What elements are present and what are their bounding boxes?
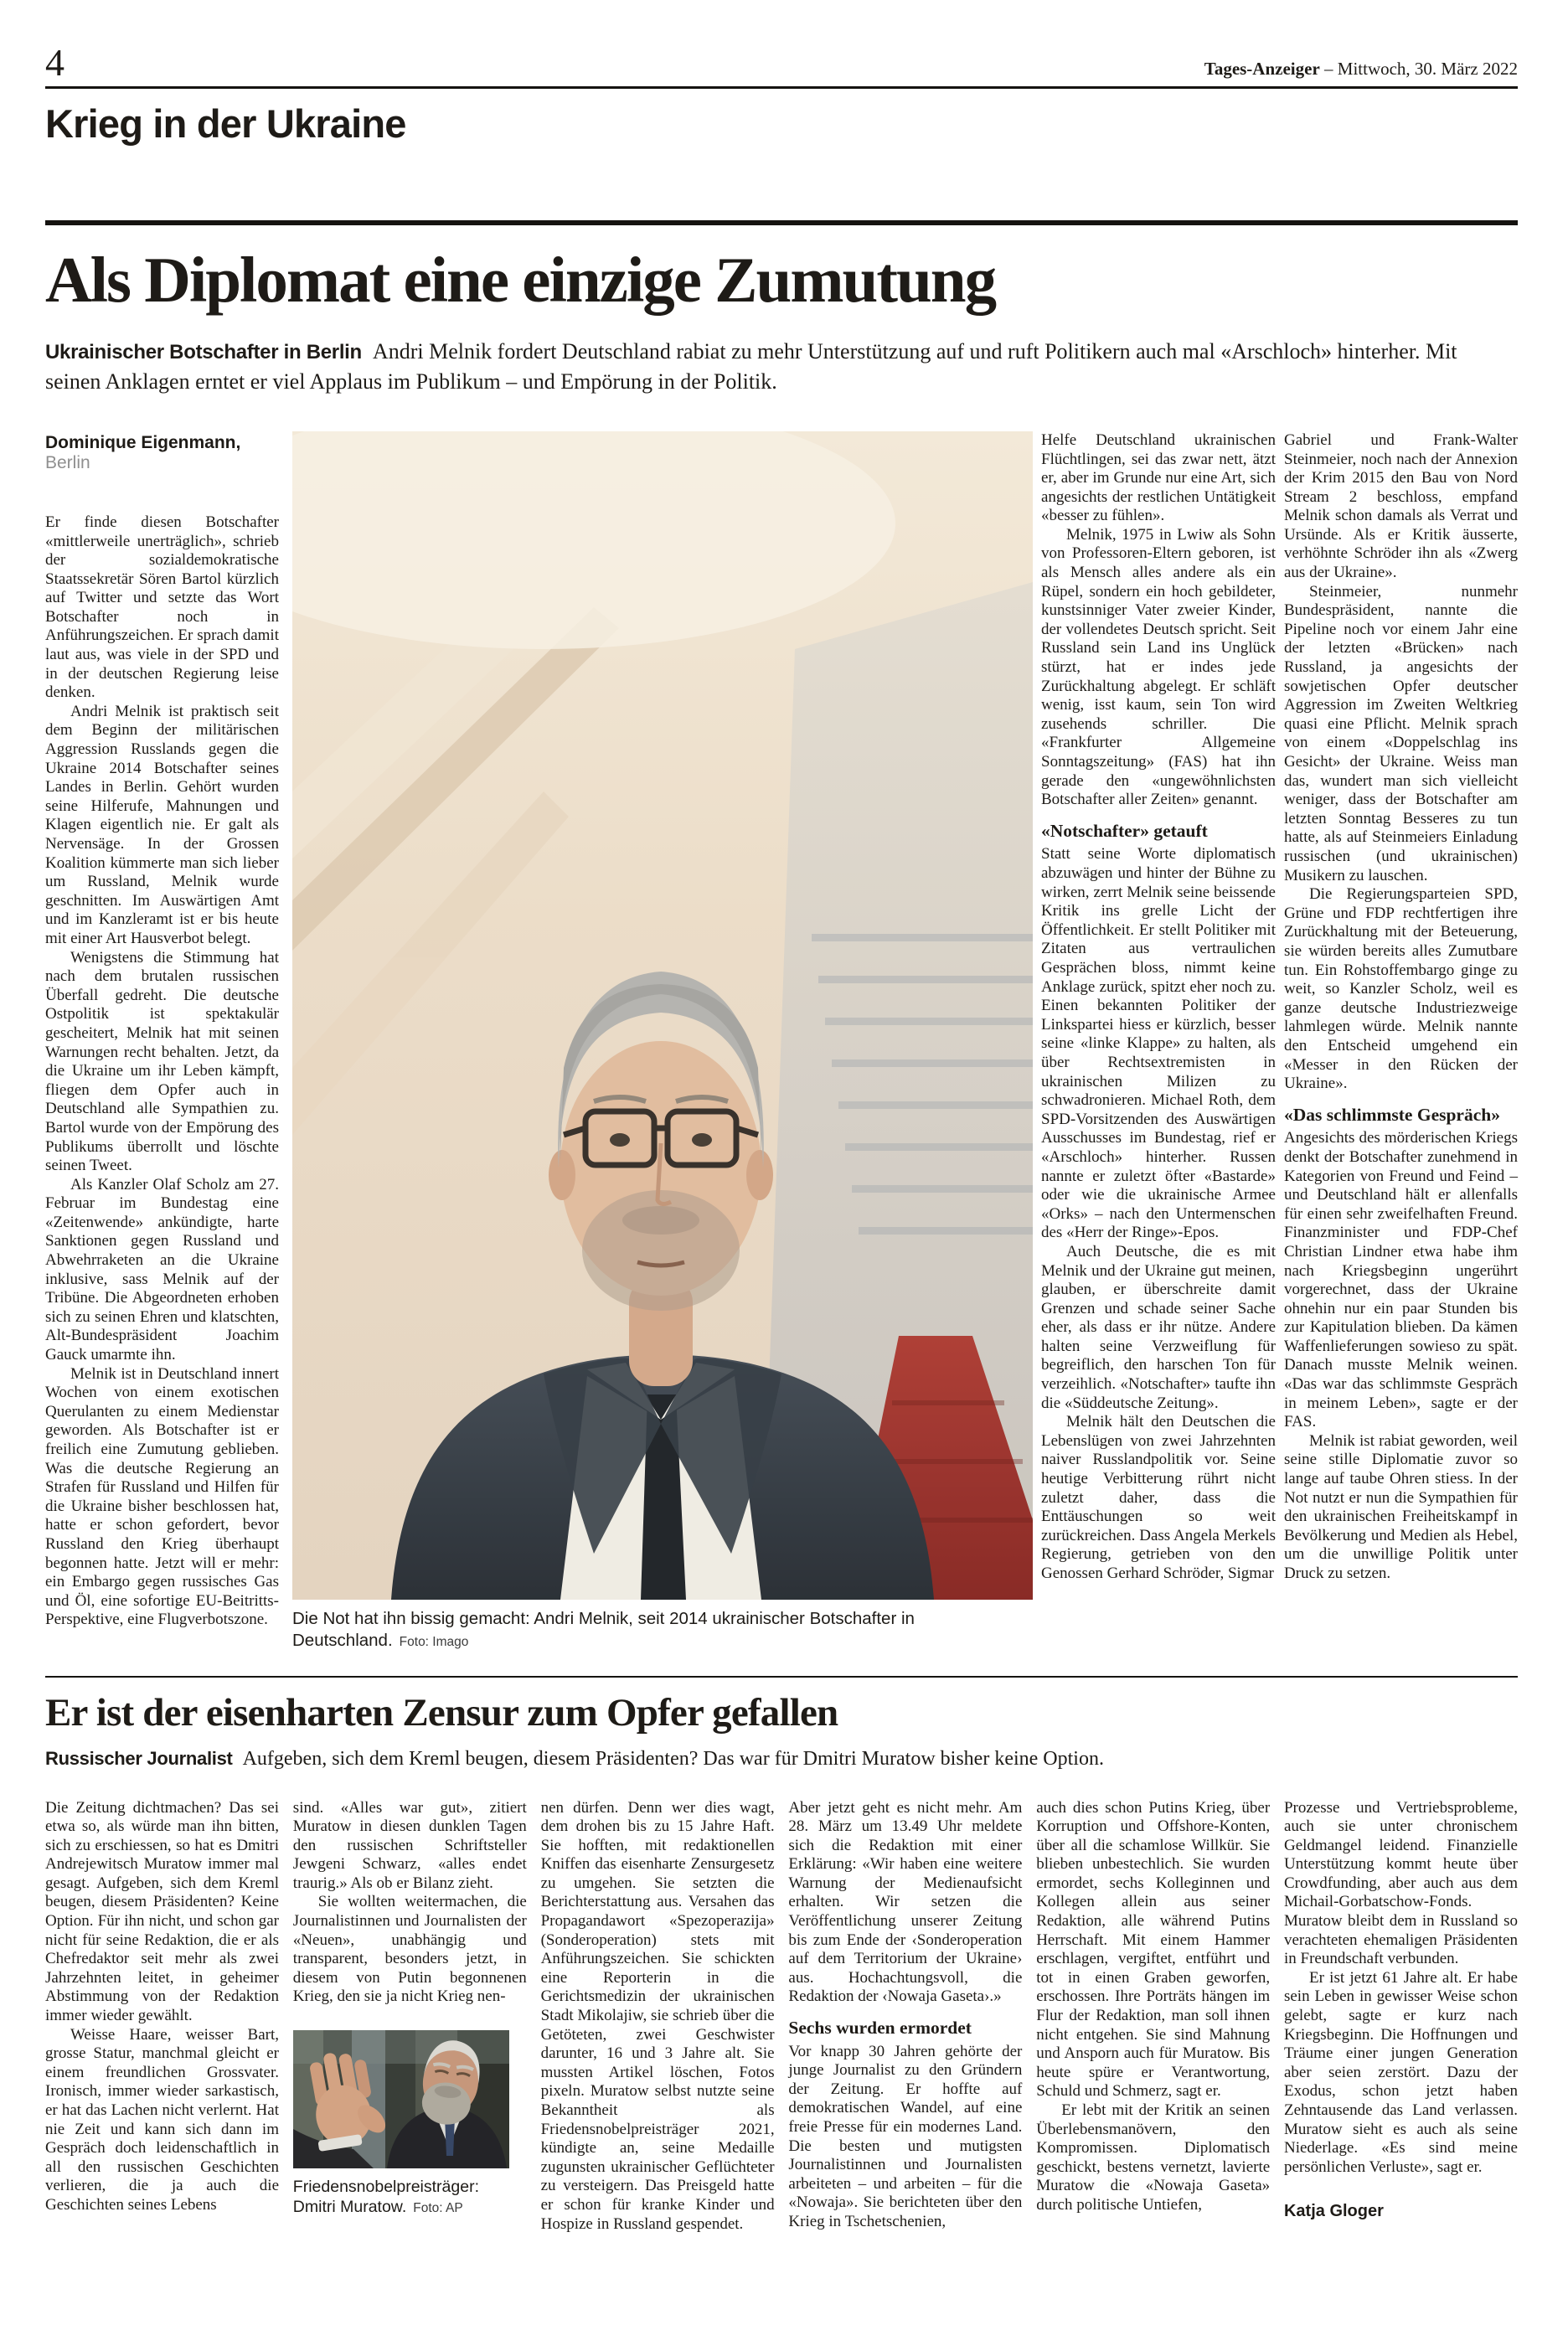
article2-column-3 bbox=[541, 1799, 775, 2235]
article2-column-1 bbox=[45, 1799, 279, 2215]
article1-lead bbox=[45, 337, 1518, 396]
melnik-photo-illustration bbox=[292, 431, 1033, 1600]
paragraph: Steinmeier, nunmehr Bundespräsident, nannte die Pipeline noch vor einem Jahr eine der letzten «Brücken» nach Russland, ja angesichts der sowjetischen Opfer deutscher Aggression im Zweiten Weltkrieg quasi eine Pflicht. Melnik sprach von einem «Doppelschlag ins Gesicht» der Ukraine. Weiss man das, wundert man sich vielleicht weniger, dass der Botschafter am letzten Sonntag Besseres zu tun hatte, als auf Steinmeiers Einladung russischen (und ukrainischen) Musikern zu lauschen. bbox=[1284, 582, 1518, 884]
subhead: «Notschafter» getauft bbox=[1041, 820, 1208, 841]
paragraph: Helfe Deutschland ukrainischen Flüchtlingen, sei das zwar nett, ätzt er, aber im Grunde nur eine Art, sich angesichts der restlichen Untätigkeit «besser zu fühlen». bbox=[1041, 430, 1276, 525]
article2-column-6-text bbox=[1284, 1799, 1518, 2222]
article1-lead-text: Andri Melnik fordert Deutschland rabiat zu mehr Unterstützung auf und ruft Politikern auch mal «Arschloch» hinterher. Mit seinen Anklagen erntet er viel Applaus im Publikum – und Empörung in der Politik. bbox=[45, 338, 1457, 394]
article1-column-3-text bbox=[1284, 431, 1518, 1584]
photo-credit: Foto: AP bbox=[413, 2201, 463, 2216]
photo-credit: Foto: Imago bbox=[399, 1634, 469, 1649]
paragraph: Die Zeitung dichtmachen? Das sei etwa so, als würde man ihn bitten, sich zu erschiessen, so hat es Dmitri Andrejewitsch Muratow immer mal gesagt. Aufgeben, sich dem Kreml beugen, diesem Präsidenten? Keine Option. Für ihn nicht, und schon gar nicht für seine Redaktion, die er als Chefredaktor seit mehr als zwei Jahrzehnten leitet, in geheimer Abstimmung von der Redaktion immer wieder gewählt. bbox=[45, 1798, 279, 2025]
caption-line-2: Dmitri Muratow. bbox=[292, 2198, 407, 2217]
article2-body bbox=[45, 1799, 1518, 2318]
paragraph: Vor knapp 30 Jahren gehörte der junge Journalist zu den Gründern der Zeitung. Er hoffte auf demokratischen Wandel, auf eine freie Presse für ein modernes Land. Die besten und mutigsten Journalistinnen und Journalisten arbeiteten – und arbeiten – für die «Nowaja». Sie berichteten über den Krieg in Tschetschenien, bbox=[788, 2042, 1023, 2231]
paragraph: Auch Deutsche, die es mit Melnik und der Ukraine gut meinen, glauben, er überschreite damit Grenzen und schade seiner Sache eher, als dass er ihr nütze. Andere halten seine Verzweiflung für begreiflich, den harschen Ton für verzeihlich. «Notschafter» taufte ihn die «Süddeutsche Zeitung». bbox=[1041, 1242, 1276, 1412]
byline-location: Berlin bbox=[45, 452, 90, 472]
paragraph: Aber jetzt geht es nicht mehr. Am 28. März um 13.49 Uhr meldete sich die Redaktion mit einer Erklärung: «Wir haben eine weitere Warnung der Medienaufsicht erhalten. Wir setzen die Veröffentlichung unserer Zeitung bis zum Ende der ‹Sonderoperation auf dem Territorium der Ukraine› aus. Hochachtungsvoll, die Redaktion der ‹Nowaja Gaseta›.» bbox=[788, 1798, 1023, 2006]
article2-kicker: Russischer Journalist bbox=[45, 1747, 233, 1769]
paragraph: Melnik hält den Deutschen die Lebenslügen von zwei Jahrzehnten naiver Russlandpolitik vor. Seine heutige Verbitterung rührt nicht zuletzt daher, dass die Enttäuschungen so weit zurückreichen. Dass Angela Merkels Regierung, getrieben von den Genossen Gerhard Schröder, Sigmar bbox=[1041, 1413, 1276, 1582]
article2-column-1-text bbox=[45, 1799, 279, 2215]
muratov-photo bbox=[293, 2030, 509, 2218]
paragraph: sind. «Alles war gut», zitiert Muratow in diesen dunklen Tagen den russischen Schriftsteller Jewgeni Schwarz, «alles endet traurig.» Als ob er Bilanz zieht. bbox=[292, 1798, 527, 1892]
page-header bbox=[45, 41, 1518, 89]
paragraph: Angesichts des mörderischen Kriegs denkt der Botschafter zunehmend in Kategorien von Freund und Feind – und Deutschland hält er allenfalls für einen sehr zweifelhaften Freund. Finanzminister und FDP-Chef Christian Lindner etwa habe ihm nach Kriegsbeginn ungerührt vorgerechnet, dass der Ukraine ohnehin nur ein paar Stunden bis zur Kapitulation blieben. Da kämen Waffenlieferungen sowieso zu spät. Danach musste Melnik weinen. «Das war das schlimmste Gespräch in meinem Leben», sagte er der FAS. bbox=[1284, 1129, 1518, 1431]
melnik-photo bbox=[292, 431, 1033, 1651]
article2-column-4 bbox=[788, 1799, 1022, 2232]
article1-column-3 bbox=[1284, 431, 1518, 1584]
paragraph: Prozesse und Vertriebsprobleme, auch sie unter chronischem Geldmangel leidend. Finanzielle Unterstützung kommt heute über Crowdfunding, aber auch aus dem Michail-Gorbatschow-Fonds. Muratow bleibt dem in Russland so verachteten ehemaligen Präsidenten in Freundschaft verbunden. bbox=[1283, 1798, 1518, 1968]
paragraph: nen dürfen. Denn wer dies wagt, dem drohen bis zu 15 Jahre Haft. Sie hofften, mit redaktionellen Kniffen das eisenharte Zensurgesetz zu umgehen. Sie setzten die Berichterstattung aus. Versahen das Propagandawort «Spezoperazija» (Sonderoperation) stets mit Anführungszeichen. Sie schickten eine Reporterin in die Gerichtsmedizin der ukrainischen Stadt Mikolajiw, sie schrieb über die Getöteten, zwei Geschwister darunter, 16 und 3 Jahre alt. Sie mussten Artikel löschen, Fotos pixeln. Muratow selbst nutzte seine Bekanntheit als Friedensnobelpreisträger 2021, kündigte an, seine Medaille zugunsten ukrainischer Geflüchteter zu versteigern. Das Preisgeld hatte er schon für kranke Kinder und Hospize in Russland gespendet. bbox=[540, 1798, 775, 2233]
paragraph: Melnik ist in Deutschland innert Wochen von einem exotischen Querulanten zu einem Medienstar geworden. Als Botschafter ist er freilich eine Zumutung geblieben. Was die deutsche Regierung an Strafen für Russland und Hilfen für die Ukraine bisher beschlossen hat, hatte er schon gefordert, bevor Russland den Krieg überhaupt begonnen hatte. Jetzt will er mehr: ein Embargo gegen russisches Gas und Öl, eine sofortige EU-Beitritts-Perspektive, eine Flugverbotszone. bbox=[45, 1364, 279, 1629]
article1-kicker: Ukrainischer Botschafter in Berlin bbox=[45, 340, 362, 363]
article2-column-2-text bbox=[293, 1799, 527, 2008]
article2-lead bbox=[45, 1748, 1518, 1771]
muratov-photo-caption bbox=[293, 2177, 509, 2218]
paragraph: Melnik ist rabiat geworden, weil seine stille Diplomatie zuvor so lange auf taube Ohren stiess. In der Not nutzt er nun die Sympathien für den ukrainischen Freiheitskampf in Bevölkerung und Medien als Hebel, um die unwillige Politik unter Druck zu setzen. bbox=[1284, 1431, 1518, 1582]
paragraph: Er ist jetzt 61 Jahre alt. Er habe sein Leben in gewisser Weise schon gelebt, sagte er kurz nach Kriegsbeginn. Die Hoffnungen und Träume einer jungen Generation aber seien zerstört. Dazu der Exodus, schon jetzt haben Zehntausende das Land verlassen. Muratow sieht es auch als seine Niederlage. «Es sind meine persönlichen Verluste», sagt er. bbox=[1283, 1968, 1518, 2176]
article2-column-5-text bbox=[1036, 1799, 1270, 2215]
paragraph: Die Regierungsparteien SPD, Grüne und FDP rechtfertigen ihre Zurückhaltung mit der Beteuerung, sie würden bereits alles Zumutbare tun. Ein Rohstoffembargo ginge zu weit, so Kanzler Scholz, weil es ganze deutsche Industriezweige lahmlegen würde. Melnik nannte den Entscheid umgehend ein «Messer in den Rücken der Ukraine». bbox=[1284, 885, 1518, 1093]
article2-column-4-text bbox=[788, 1799, 1022, 2232]
paragraph: Statt seine Worte diplomatisch abzuwägen und hinter der Bühne zu wirken, zerrt Melnik seine beissende Kritik ins grelle Licht der Öffentlichkeit. Er stellt Politiker mit Zitaten aus vertraulichen Gesprächen bloss, nimmt keine Anklage zurück, spitzt eher noch zu. Einen bekannten Politiker der Linkspartei hiess er kürzlich, besser seine «linke Klappe» zu halten, als über Rechtsextremisten in ukrainischen Milizen zu schwadronieren. Michael Roth, dem SPD-Vorsitzenden des Auswärtigen Ausschusses im Bundestag, rief er «Arschloch» hinterher. Russen nannte er zuletzt öfter «Bastarde» oder wie die ukrainische Armee «Orks» – nach den Untermenschen des «Herr der Ringe»-Epos. bbox=[1041, 845, 1276, 1242]
paragraph: Als Kanzler Olaf Scholz am 27. Februar im Bundestag eine «Zeitenwende» ankündigte, harte Sanktionen gegen Russland und Abwehrraketen an die Ukraine inklusive, sass Melnik auf der Tribüne. Die Abgeordneten erhoben sich zu seinen Ehren und klatschten, Alt-Bundespräsident Joachim Gauck umarmte ihn. bbox=[45, 1175, 279, 1364]
article1-headline: Als Diplomat eine einzige Zumutung bbox=[45, 244, 996, 317]
article2-headline: Er ist der eisenharten Zensur zum Opfer gefallen bbox=[45, 1691, 838, 1735]
caption-text: Die Not hat ihn bissig gemacht: Andri Melnik, seit 2014 ukrainischer Botschafter in Deutschland. bbox=[292, 1608, 915, 1650]
article1-body bbox=[45, 431, 1518, 1651]
paragraph: Sie wollten weitermachen, die Journalistinnen und Journalisten der «Neuen», unabhängig und transparent, besonders jetzt, in diesem von Putin begonnenen Krieg, den sie ja nicht Krieg nen- bbox=[292, 1893, 527, 2006]
paragraph: auch dies schon Putins Krieg, über Korruption und Offshore-Konten, über all die schamlose Willkür. Sie blieben unbestechlich. Sie wurden ermordet, sechs Kolleginnen und Kollegen allein aus seiner Redaktion, alle während Putins Herrschaft. Mit einem Hammer erschlagen, vergiftet, entführt und tot in einen Graben geworfen, erschossen. Ihre Porträts hängen im Flur der Redaktion, man soll ihnen nicht entgehen. Sie sind Mahnung und Ansporn auch für Muratow. Bis heute spüre er Verantwortung, Schuld und Schmerz, sagt er. bbox=[1036, 1798, 1271, 2101]
melnik-photo-caption bbox=[292, 1608, 1033, 1651]
paragraph: Gabriel und Frank-Walter Steinmeier, noch nach der Annexion der Krim 2015 den Bau von Nord Stream 2 beschloss, empfand Melnik schon damals als Verrat und Ursünde. Als er Kritik äusserte, verhöhnte Schröder ihn als «Zwerg aus der Ukraine». bbox=[1284, 430, 1518, 582]
article1-column-2-text bbox=[1041, 431, 1276, 1584]
article2-column-2 bbox=[293, 1799, 527, 2218]
section-title: Krieg in der Ukraine bbox=[45, 101, 406, 147]
article-divider bbox=[45, 1676, 1518, 1678]
paragraph: Wenigstens die Stimmung hat nach dem brutalen russischen Überfall gedreht. Die deutsche Ostpolitik ist spektakulär gescheitert, Melnik hat mit seinen Warnungen recht behalten. Jetzt, da die Ukraine um ihr Leben kämpft, fliegen dem Opfer auch in Deutschland alle Sympathien zu. Bartol wurde von der Empörung des Publikums überrollt und löschte seinen Tweet. bbox=[45, 948, 279, 1175]
article1-photo-column bbox=[292, 431, 1033, 1651]
article2-column-5 bbox=[1036, 1799, 1270, 2215]
paragraph: Er lebt mit der Kritik an seinen Überlebensmanövern, den Kompromissen. Diplomatisch geschickt, bestens vernetzt, lavierte Muratow die «Nowaja Gaseta» durch politische Untiefen, bbox=[1036, 2101, 1271, 2214]
dateline: – Mittwoch, 30. März 2022 bbox=[1324, 59, 1518, 80]
article2-column-3-text bbox=[541, 1799, 775, 2235]
article1-column-1 bbox=[45, 431, 279, 1630]
article-muratov bbox=[45, 1693, 1518, 2317]
muratov-photo-illustration bbox=[293, 2030, 509, 2168]
author-credit: Katja Gloger bbox=[1283, 2202, 1384, 2221]
caption-line-1: Friedensnobelpreisträger: bbox=[292, 2178, 479, 2197]
article1-column-2 bbox=[1041, 431, 1276, 1584]
subhead: Sechs wurden ermordet bbox=[788, 2018, 972, 2039]
paragraph: Melnik, 1975 in Lwiw als Sohn von Professoren-Eltern geboren, ist als Mensch alles andere als ein Rüpel, sondern ein hoch gebildeter, kunstsinniger Vater zweier Kinder, der vollendetes Deutsch spricht. Seit Russland sein Land ins Unglück stürzt, hat er indes jede Zurückhaltung abgelegt. Er schläft wenig, isst kaum, sein Ton wird zusehends schriller. Die «Frankfurter Allgemeine Sonntagszeitung» (FAS) hat ihn gerade den «ungewöhnlichsten Botschafter aller Zeiten» genannt. bbox=[1041, 525, 1276, 809]
paragraph: Weisse Haare, weisser Bart, grosse Statur, manchmal gleicht er einem freundlichen Grossvater. Ironisch, immer wieder sarkastisch, er hat das Lachen nicht verlernt. Hat nie Zeit und kann sich dann im Gespräch doch leidenschaftlich in all den russischen Geschichten verlieren, die ja auch die Geschichten seines Lebens bbox=[45, 2025, 279, 2214]
article-melnik bbox=[45, 220, 1518, 1651]
masthead-dateline bbox=[1204, 59, 1518, 80]
article2-lead-text: Aufgeben, sich dem Kreml beugen, diesem Präsidenten? Das war für Dmitri Muratow bisher keine Option. bbox=[242, 1747, 1104, 1770]
byline-author: Dominique Eigenmann, bbox=[45, 432, 241, 452]
article1-column-1-text bbox=[45, 513, 279, 1630]
paragraph: Er finde diesen Botschafter «mittlerweile unerträglich», schrieb der sozialdemokratische Staatssekretär Sören Bartol kürzlich auf Twitter und setzte das Wort Botschafter noch in Anführungszeichen. Er sprach damit laut aus, was viele in der SPD und in der deutschen Regierung leise denken. bbox=[45, 513, 279, 702]
page-number: 4 bbox=[45, 41, 64, 84]
paragraph: Andri Melnik ist praktisch seit dem Beginn der militärischen Aggression Russlands gegen die Ukraine 2014 Botschafter seines Landes in Berlin. Gehört wurden seine Hilferufe, Mahnungen und Klagen eigentlich nie. Er galt als Nervensäge. In der Grossen Koalition kümmerte man sich lieber um Russland, Melnik wurde geschnitten. Im Auswärtigen Amt und im Kanzleramt ist er bis heute mit einer Art Hausverbot belegt. bbox=[45, 702, 279, 947]
subhead: «Das schlimmste Gespräch» bbox=[1284, 1104, 1500, 1125]
masthead: Tages-Anzeiger bbox=[1204, 59, 1320, 80]
article2-column-6 bbox=[1284, 1799, 1518, 2222]
byline bbox=[45, 433, 279, 473]
